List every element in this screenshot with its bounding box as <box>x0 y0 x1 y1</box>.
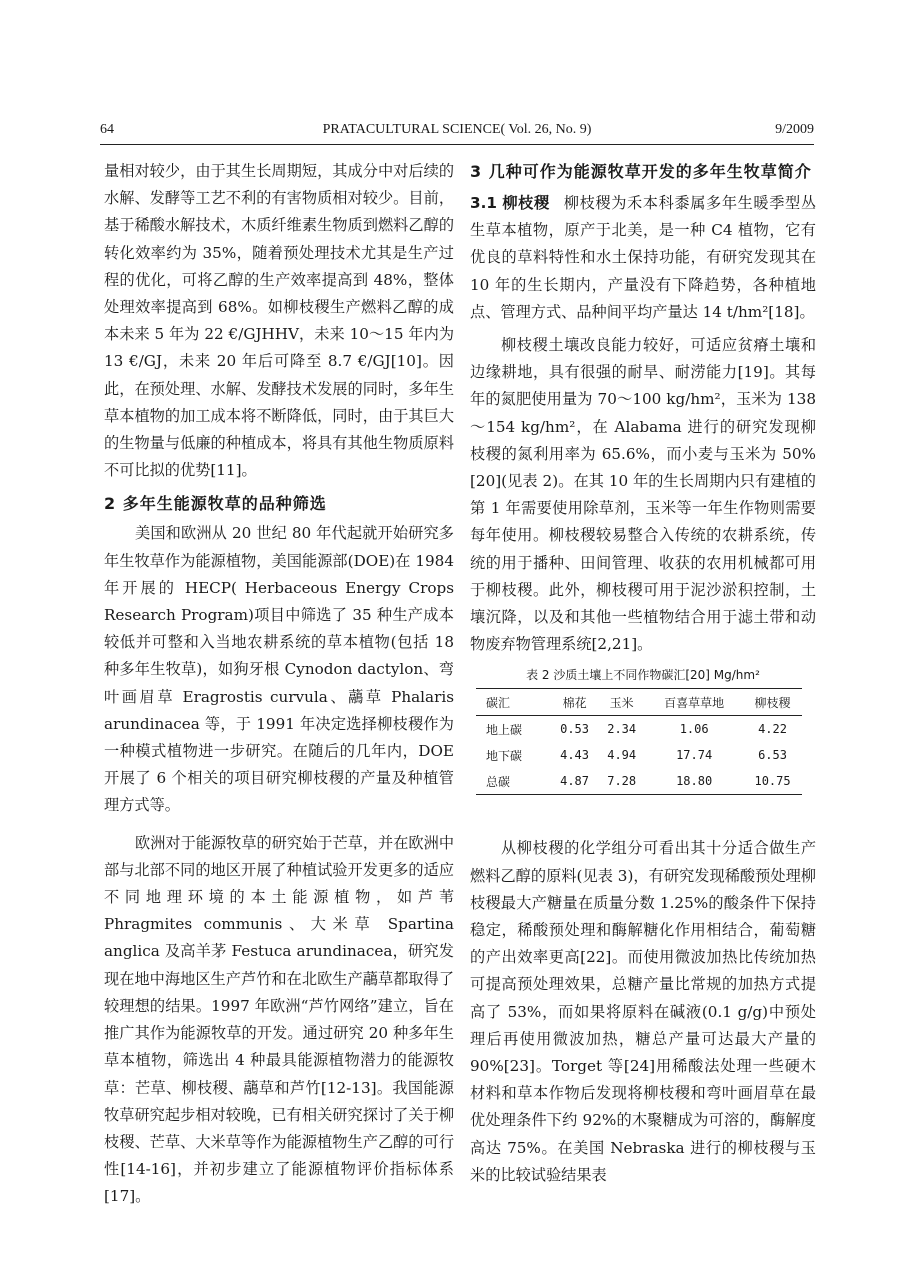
right-column <box>470 158 816 1189</box>
table-cell: 0.53 <box>560 722 590 737</box>
table-cell: 2.34 <box>607 722 637 737</box>
table-cell: 4.87 <box>560 774 590 789</box>
table-header-cell: 百喜草草地 <box>664 695 725 710</box>
table-header-cell: 玉米 <box>609 695 634 710</box>
table-header-row <box>476 689 802 716</box>
table-header-cell: 碳汇 <box>486 695 511 710</box>
table-row <box>476 742 802 768</box>
table-cell: 6.53 <box>758 748 787 763</box>
subsection-number: 3.1 <box>470 194 497 212</box>
table-cell: 4.94 <box>607 748 637 763</box>
section-3-title: 3 几种可作为能源牧草开发的多年生牧草简介 <box>470 162 812 181</box>
paragraph: 欧洲对于能源牧草的研究始于芒草，并在欧洲中部与北部不同的地区开展了种植试验开发更多的适应不同地理环境的本土能源植物，如芦苇 Phragmites communis、大米草 Spartina anglica 及高羊茅 Festuca arundinacea，研究发现在地中海地区生产芦竹和在北欧生产虉草都取得了较理想的结果。1997 年欧洲“芦竹网络”建立，旨在推广其作为能源牧草的开发。通过研究 20 种多年生草本植物，筛选出 4 种最具能源植物潜力的能源牧草：芒草、柳枝稷、虉草和芦竹[12-13]。我国能源牧草研究起步相对较晚，已有相关研究探讨了关于柳枝稷、芒草、大米草等作为能源植物生产乙醇的可行性[14-16]，并初步建立了能源植物评价指标体系[17]。 <box>104 833 454 1206</box>
left-column <box>104 158 454 1211</box>
table-cell: 总碳 <box>486 774 511 789</box>
table-cell: 10.75 <box>754 774 791 789</box>
table-row <box>476 716 802 743</box>
table-caption: 表 2 沙质土壤上不同作物碳汇[20] Mg/hm² <box>526 668 760 683</box>
paragraph: 量相对较少，由于其生长周期短，其成分中对后续的水解、发酵等工艺不利的有害物质相对较少。目前，基于稀酸水解技术，木质纤维素生物质到燃料乙醇的转化效率约为 35%，随着预处理技术尤其是生产过程的优化，可将乙醇的生产效率提高到 48%，整体处理效率提高到 68%。如柳枝稷生产燃料乙醇的成本未来 5 年为 22 €/GJHHV，未来 10～15 年内为 13 €/GJ，未来 20 年后可降至 8.7 €/GJ[10]。因此，在预处理、水解、发酵技术发展的同时，多年生草本植物的加工成本将不断降低，同时，由于其巨大的生物量与低廉的种植成本，将具有其他生物质原料不可比拟的优势[11]。 <box>104 162 454 480</box>
running-header <box>100 122 814 144</box>
table-cell: 18.80 <box>676 774 713 789</box>
table-row <box>476 768 802 795</box>
table-header-cell: 棉花 <box>562 695 587 710</box>
paragraph: 柳枝稷土壤改良能力较好，可适应贫瘠土壤和边缘耕地，具有很强的耐旱、耐涝能力[19]。其每年的氮肥使用量为 70～100 kg/hm²，玉米为 138～154 kg/hm²，在 Alabama 进行的研究发现柳枝稷的氮利用率为 65.6%，而小麦与玉米为 50%[20](见表 2)。在其 10 年的生长周期内只有建植的第 1 年需要使用除草剂，玉米等一年生作物则需要每年使用。柳枝稷较易整合入传统的农耕系统，传统的用于播种、田间管理、收获的农用机械都可用于柳枝稷。此外，柳枝稷可用于泥沙淤积控制，土壤沉降，以及和其他一些植物结合用于滤土带和动物废弃物管理系统[2,21]。 <box>470 336 816 654</box>
page-number: 64 <box>100 122 114 137</box>
carbon-sink-table <box>476 688 802 795</box>
paragraph: 柳枝稷为禾本科黍属多年生暖季型丛生草本植物，原产于北美，是一种 C4 植物，它有优良的草料特性和水土保持功能，有研究发现其在 10 年的生长期内，产量没有下降趋势，各种植地点、管理方式、品种间平均产量达 14 t/hm²[18]。 <box>470 194 817 321</box>
header-rule <box>100 144 814 145</box>
subsection-title: 柳枝稷 <box>502 194 550 212</box>
paragraph: 从柳枝稷的化学组分可看出其十分适合做生产燃料乙醇的原料(见表 3)，有研究发现稀酸预处理柳枝稷最大产糖量在质量分数 1.25%的酸条件下保持稳定，稀酸预处理和酶解糖化作用相结合，葡萄糖的产出效率更高[22]。而使用微波加热比传统加热可提高预处理效果，总糖产量比常规的加热方式提高了 53%，而如果将原料在碱液(0.1 g/g)中预处理后再使用微波加热，糖总产量可达最大产量的 90%[23]。Torget 等[24]用稀酸法处理一些硬木材料和草本作物后发现将柳枝稷和弯叶画眉草在最优处理条件下约 92%的木聚糖成为可溶的，酶解度高达 75%。在美国 Nebraska 进行的柳枝稷与玉米的比较试验结果表 <box>470 839 816 1184</box>
table-cell: 地上碳 <box>486 722 523 737</box>
subsection-3-1 <box>470 190 816 326</box>
table-cell: 7.28 <box>607 774 637 789</box>
table-cell: 17.74 <box>676 748 713 763</box>
table-cell: 1.06 <box>679 722 709 737</box>
table-cell: 4.22 <box>758 722 787 737</box>
paragraph: 美国和欧洲从 20 世纪 80 年代起就开始研究多年生牧草作为能源植物，美国能源部(DOE)在 1984 年开展的 HECP( Herbaceous Energy Crops Research Program)项目中筛选了 35 种生产成本较低并可整和入当地农耕系统的草本植物(包括 18 种多年生牧草)，如狗牙根 Cynodon dactylon、弯叶画眉草 Eragrostis curvula、虉草 Phalaris arundinacea 等，于 1991 年决定选择柳枝稷作为一种模式植物进一步研究。在随后的几年内，DOE 开展了 6 个相关的项目研究柳枝稷的产量及种植管理方式等。 <box>104 524 454 815</box>
issue-date: 9/2009 <box>775 122 814 137</box>
table-cell: 地下碳 <box>486 748 523 763</box>
journal-title: PRATACULTURAL SCIENCE( Vol. 26, No. 9) <box>322 122 592 137</box>
table-header-cell: 柳枝稷 <box>754 695 791 710</box>
table-cell: 4.43 <box>560 748 590 763</box>
section-2-title: 2 多年生能源牧草的品种筛选 <box>104 494 327 514</box>
